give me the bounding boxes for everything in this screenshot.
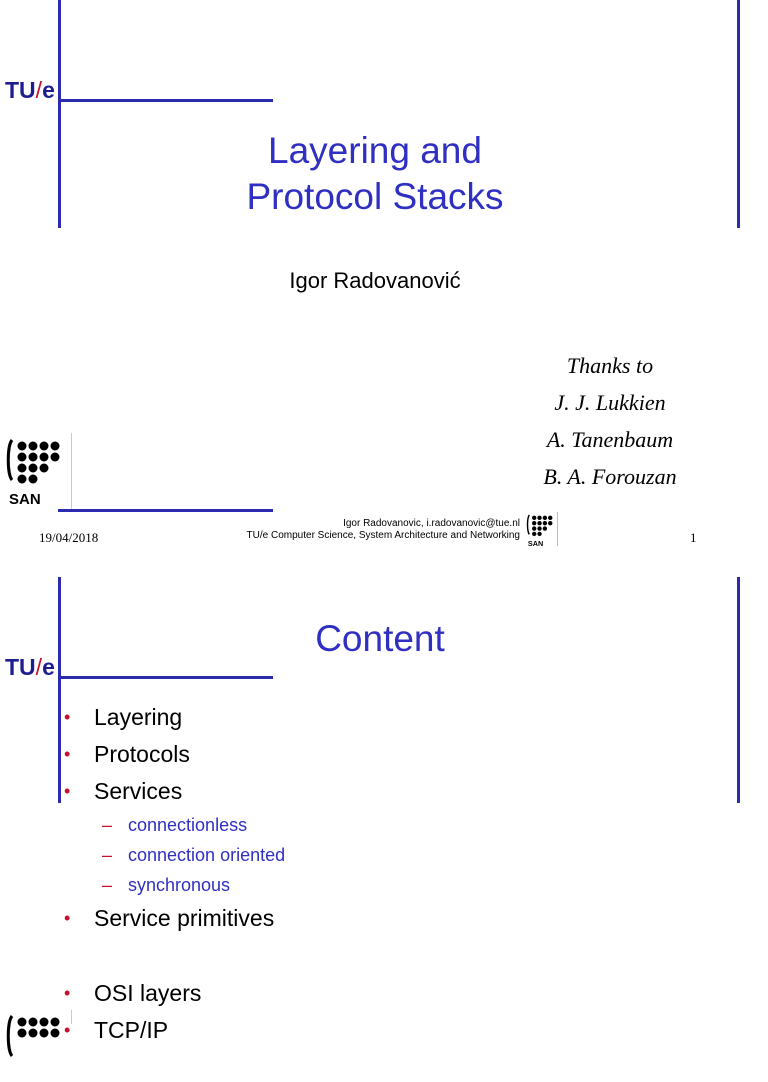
thanks-name: J. J. Lukkien bbox=[554, 390, 666, 415]
list-item bbox=[64, 902, 285, 939]
footer-san-logo bbox=[525, 513, 557, 547]
bullet-icon: • bbox=[64, 744, 71, 764]
svg-text:SAN: SAN bbox=[527, 539, 544, 547]
bullet-icon: • bbox=[64, 707, 71, 727]
dash-icon: – bbox=[102, 845, 113, 865]
acknowledgements bbox=[510, 347, 710, 495]
tue-logo: TU/e bbox=[5, 77, 55, 103]
slide2-title: Content bbox=[315, 618, 445, 659]
list-item-label: Layering bbox=[94, 704, 183, 730]
list-item-label: TCP/IP bbox=[94, 1017, 169, 1043]
slide1-right-vertical-rule bbox=[737, 0, 740, 228]
sub-list-item-label: connection oriented bbox=[128, 845, 286, 865]
thanks-heading: Thanks to bbox=[566, 353, 654, 378]
page-number: 1 bbox=[690, 530, 697, 545]
slide2-san-logo-icon bbox=[6, 1012, 66, 1082]
svg-text:SAN: SAN bbox=[9, 491, 41, 506]
sub-list-item bbox=[64, 872, 285, 902]
dash-icon: – bbox=[102, 815, 113, 835]
thanks-name: A. Tanenbaum bbox=[546, 427, 674, 452]
slide2-top-horizontal-rule bbox=[58, 676, 273, 679]
thanks-name: B. A. Forouzan bbox=[543, 464, 677, 489]
bullet-icon: • bbox=[64, 1020, 71, 1040]
slide1-bottom-horizontal-rule bbox=[58, 509, 273, 512]
bullet-icon: • bbox=[64, 908, 71, 928]
sub-list-item-label: connectionless bbox=[128, 815, 248, 835]
list-item bbox=[64, 977, 285, 1014]
bullet-icon: • bbox=[64, 983, 71, 1003]
list-item-label: Service primitives bbox=[94, 905, 275, 931]
bullet-icon: • bbox=[64, 781, 71, 801]
slide1-title-line2: Protocol Stacks bbox=[246, 176, 504, 217]
slide1-author: Igor Radovanović bbox=[289, 268, 461, 293]
slide2-left-vertical-rule bbox=[58, 577, 61, 803]
san-logo bbox=[6, 436, 66, 506]
footer-credits-line1: Igor Radovanovic, i.radovanovic@tue.nl bbox=[343, 518, 520, 529]
footer-san-logo-icon bbox=[525, 513, 557, 547]
footer-credits-line2: TU/e Computer Science, System Architecture and Networking bbox=[246, 530, 520, 541]
slide2-san-logo bbox=[6, 1012, 66, 1082]
footer-credits bbox=[200, 518, 520, 542]
sub-list-item-label: synchronous bbox=[128, 875, 231, 895]
footer-logo-divider bbox=[557, 512, 558, 546]
list-item bbox=[64, 775, 285, 812]
slide1-top-horizontal-rule bbox=[58, 99, 273, 102]
list-item bbox=[64, 738, 285, 775]
slide1-left-vertical-rule bbox=[58, 0, 61, 228]
list-spacer bbox=[64, 939, 285, 977]
sub-list-item bbox=[64, 842, 285, 872]
footer-date: 19/04/2018 bbox=[39, 530, 99, 545]
slide1-logo-divider bbox=[71, 433, 72, 509]
list-item bbox=[64, 701, 285, 738]
slide2-right-vertical-rule bbox=[737, 577, 740, 803]
list-item-label: Services bbox=[94, 778, 183, 804]
sub-list-item bbox=[64, 812, 285, 842]
list-item bbox=[64, 1014, 285, 1051]
dash-icon: – bbox=[102, 875, 113, 895]
content-list bbox=[64, 701, 285, 1051]
tue-logo: TU/e bbox=[5, 654, 55, 680]
slide1-title-line1: Layering and bbox=[268, 130, 482, 171]
list-item-label: Protocols bbox=[94, 741, 190, 767]
slide1-title bbox=[200, 128, 550, 220]
list-item-label: OSI layers bbox=[94, 980, 202, 1006]
san-logo-icon bbox=[6, 436, 66, 506]
